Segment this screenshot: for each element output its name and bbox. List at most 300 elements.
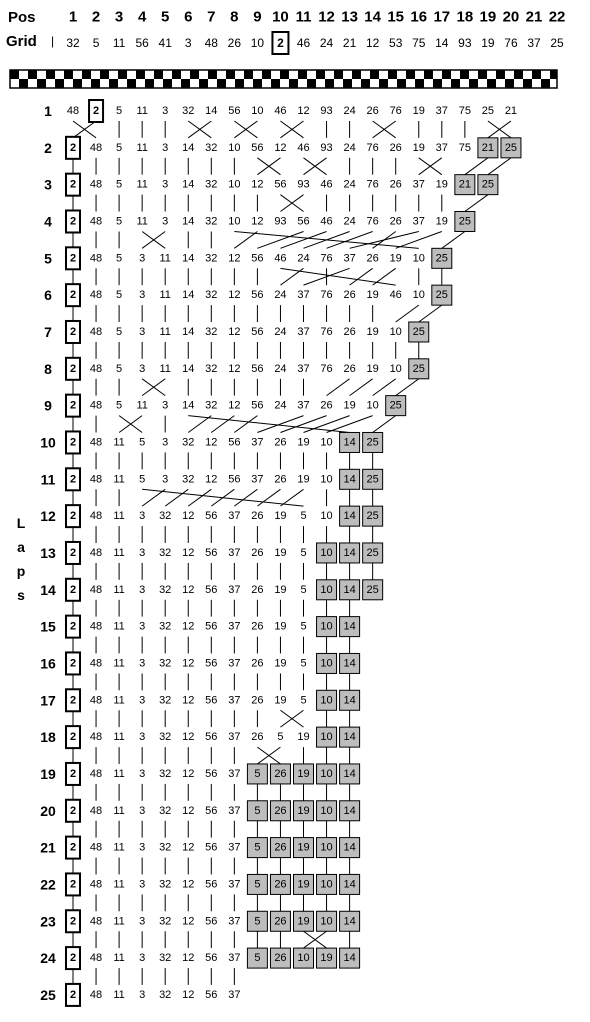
car-number: 10 [320,546,333,559]
car-number: 37 [228,657,241,670]
car-number: 2 [69,657,77,670]
car-number: 24 [343,178,356,191]
car-number: 2 [69,952,77,965]
flag-square [487,79,496,88]
position-line [234,231,257,248]
car-number: 11 [113,804,125,817]
car-number: 3 [139,362,146,375]
car-number: 3 [139,546,146,559]
lap-number: 6 [44,287,52,304]
car-number: 2 [69,215,77,228]
car-number: 19 [297,436,310,449]
position-line [488,158,511,175]
flag-square [28,70,37,79]
car-number: 5 [300,620,307,633]
position-number: 16 [410,8,428,26]
position-line [188,416,211,433]
car-number: 26 [251,657,264,670]
car-number: 26 [366,105,379,117]
car-number: 24 [343,105,356,117]
car-number: 24 [343,141,356,154]
car-number: 56 [205,620,218,633]
position-number: 12 [318,8,335,26]
car-number: 56 [251,252,264,265]
car-number: 37 [297,289,310,302]
car-number: 12 [297,105,310,117]
car-number: 10 [320,620,333,633]
lap-number: 18 [40,729,56,746]
car-number: 32 [159,988,172,1001]
car-number: 3 [139,694,146,707]
position-line [304,231,350,248]
flag-square [217,79,226,88]
car-number: 2 [69,436,77,449]
car-number: 37 [297,362,310,375]
car-number: 3 [139,289,146,302]
car-number: 56 [205,878,218,891]
car-number: 2 [69,841,77,854]
car-number: 14 [343,657,356,670]
flag-square [433,79,442,88]
car-number: 48 [89,767,103,780]
car-number: 48 [89,510,103,523]
position-line [234,416,257,433]
car-number: 93 [274,215,287,228]
car-number: 2 [69,583,77,596]
car-number: 21 [458,178,471,191]
car-number: 24 [274,325,287,338]
car-number: 37 [228,731,241,744]
car-number: 3 [162,141,169,154]
car-number: 5 [277,731,284,744]
car-number: 56 [205,510,218,523]
position-number: 20 [502,8,520,26]
grid-car-number: 25 [550,36,564,50]
car-number: 32 [205,362,218,375]
car-number: 26 [251,583,264,596]
car-number: 10 [228,215,241,228]
car-number: 32 [205,252,218,265]
position-number: 15 [387,8,405,26]
car-number: 19 [366,289,379,302]
car-number: 37 [435,105,448,117]
car-number: 2 [69,473,77,486]
position-line [350,231,419,248]
car-number: 5 [300,657,307,670]
car-number: 25 [366,510,379,523]
flag-square [307,79,316,88]
car-number: 48 [89,252,103,265]
lap-number: 13 [40,544,56,561]
flag-square [244,70,253,79]
flag-square [145,79,154,88]
car-number: 19 [435,178,448,191]
grid-order-row [66,32,564,54]
position-number: 13 [341,8,358,26]
position-number: 17 [433,8,451,26]
car-number: 26 [274,473,287,486]
car-number: 26 [251,620,264,633]
car-number: 11 [136,399,148,412]
grid-car-number: 41 [158,36,172,50]
car-number: 32 [159,583,172,596]
car-number: 19 [274,510,287,523]
lap-number: 8 [44,360,52,377]
car-number: 56 [205,804,218,817]
car-number: 19 [274,546,287,559]
car-number: 56 [205,694,218,707]
car-number: 48 [89,952,103,965]
lap-number: 22 [40,876,56,893]
car-number: 76 [320,325,333,338]
grid-car-number: 24 [319,36,334,50]
car-number: 11 [159,252,171,265]
flag-square [127,79,136,88]
lap-number: 20 [40,802,56,819]
car-number: 11 [159,362,171,375]
car-number: 56 [251,141,264,154]
car-number: 12 [182,546,195,559]
car-number: 14 [205,105,218,117]
position-number: 2 [91,8,101,26]
car-number: 3 [139,657,146,670]
grid-car-number: 21 [342,36,357,50]
flag-square [379,79,388,88]
car-number: 24 [297,252,310,265]
car-number: 25 [435,289,448,302]
car-number: 2 [69,141,77,154]
position-line [327,416,373,433]
car-number: 25 [435,252,448,265]
car-number: 12 [182,767,195,780]
car-number: 12 [228,325,241,338]
car-number: 32 [159,841,172,854]
car-number: 11 [136,178,148,191]
car-number: 5 [254,841,261,854]
position-number: 5 [161,8,170,26]
lap-number: 16 [40,655,56,672]
car-number: 37 [228,878,241,891]
car-number: 32 [205,141,218,154]
car-number: 93 [297,178,310,191]
lap-number: 9 [44,397,52,414]
position-line [142,489,165,506]
car-number: 48 [89,436,103,449]
car-number: 26 [274,878,287,891]
lap-number: 3 [44,176,52,193]
grid-car-number: 19 [481,36,495,50]
car-number: 2 [69,289,77,302]
car-number: 12 [251,178,264,191]
car-number: 48 [89,289,103,302]
grid-car-number: 93 [458,36,472,50]
car-number: 26 [274,804,287,817]
car-number: 3 [162,399,169,412]
position-line [211,489,234,506]
laps-letter: L [16,515,26,531]
car-number: 10 [320,583,333,596]
car-number: 11 [113,436,125,449]
lap-number-column [40,103,56,1003]
car-number: 37 [412,215,425,228]
car-number: 75 [458,141,471,154]
car-number: 37 [228,546,241,559]
car-number: 10 [320,731,333,744]
car-number: 56 [205,546,218,559]
flag-square [298,70,307,79]
position-line [373,379,396,396]
car-number: 10 [297,952,310,965]
car-number: 48 [89,657,103,670]
position-line [465,158,488,175]
car-number: 10 [320,657,333,670]
car-number: 26 [274,915,287,928]
lap-number: 21 [40,839,56,856]
car-number: 26 [274,841,287,854]
car-number: 14 [182,252,195,265]
car-number: 10 [412,289,425,302]
car-number: 19 [412,105,425,117]
car-number: 56 [251,289,264,302]
lap-number: 24 [40,950,56,967]
car-number: 12 [228,289,241,302]
position-line [188,489,211,506]
car-number: 37 [228,915,241,928]
car-number: 5 [300,546,307,559]
car-number: 12 [228,399,241,412]
car-number: 14 [343,436,356,449]
car-number: 5 [116,362,123,375]
car-number: 12 [182,731,195,744]
car-number: 11 [113,915,125,928]
lap-number: 11 [40,471,56,488]
car-number: 32 [205,215,218,228]
car-number: 5 [116,289,123,302]
car-number: 2 [69,399,77,412]
flag-square [316,70,325,79]
position-line [465,195,488,212]
car-number: 48 [89,915,103,928]
car-number: 14 [343,841,356,854]
car-number: 14 [182,362,195,375]
car-number: 56 [251,362,264,375]
car-number: 3 [162,105,169,117]
car-number: 37 [297,399,310,412]
position-line [280,231,326,248]
car-number: 5 [254,915,261,928]
car-number: 10 [320,473,333,486]
car-number: 56 [205,988,218,1001]
car-number: 25 [389,399,402,412]
flag-square [397,79,406,88]
position-line [442,231,465,248]
car-number: 46 [320,215,333,228]
flag-square [73,79,82,88]
grid-car-number: 76 [504,36,518,50]
car-number: 5 [300,583,307,596]
car-number: 12 [182,657,195,670]
car-number: 10 [251,105,264,117]
car-number: 12 [182,841,195,854]
car-number: 32 [159,915,172,928]
car-number: 48 [89,399,103,412]
flag-square [55,79,64,88]
car-number: 37 [228,767,241,780]
car-number: 2 [69,804,77,817]
car-number: 10 [389,325,402,338]
car-number: 76 [320,252,333,265]
car-number: 14 [343,952,356,965]
car-number: 11 [159,325,171,338]
car-number: 56 [205,915,218,928]
car-number: 37 [228,583,241,596]
car-number: 2 [69,620,77,633]
car-number: 56 [297,215,310,228]
position-line [396,231,442,248]
position-line [327,231,373,248]
car-number: 14 [343,878,356,891]
position-number: 11 [295,8,312,26]
grid-header-label: Grid [6,33,37,50]
car-number: 2 [69,878,77,891]
car-number: 56 [205,583,218,596]
car-number: 5 [139,473,146,486]
car-number: 2 [69,767,77,780]
flag-square [154,70,163,79]
position-number: 22 [548,8,566,26]
flag-square [505,79,514,88]
car-number: 10 [320,510,333,523]
car-number: 10 [228,141,241,154]
checkered-flag-band [10,70,557,88]
lap-number: 12 [40,508,56,525]
flag-square [541,79,550,88]
flag-square [469,79,478,88]
car-number: 26 [320,399,333,412]
lap-number: 7 [44,323,52,340]
grid-car-number: 2 [277,36,284,50]
grid-car-number: 14 [435,36,449,50]
car-number: 37 [251,473,264,486]
car-number: 26 [389,178,402,191]
car-number: 14 [343,767,356,780]
car-number: 19 [297,767,310,780]
car-number: 19 [297,804,310,817]
car-number: 26 [274,952,287,965]
car-number: 19 [320,952,333,965]
car-number: 48 [89,546,103,559]
car-number: 25 [366,436,379,449]
car-number: 26 [389,215,402,228]
car-number: 48 [89,731,103,744]
car-number: 32 [182,436,195,449]
flag-square [478,70,487,79]
car-number: 3 [162,473,169,486]
flag-square [442,70,451,79]
car-number: 48 [89,878,103,891]
flag-square [199,79,208,88]
car-number: 2 [69,731,77,744]
car-number: 12 [182,804,195,817]
car-number: 14 [182,399,195,412]
car-number: 19 [343,399,356,412]
flag-square [253,79,262,88]
car-number: 26 [274,436,287,449]
flag-square [532,70,541,79]
car-number: 5 [116,252,123,265]
flag-square [91,79,100,88]
car-number: 26 [343,289,356,302]
car-number: 24 [274,289,287,302]
position-line [280,489,303,506]
car-number: 19 [366,362,379,375]
car-number: 11 [159,289,171,302]
car-number: 14 [343,620,356,633]
flag-square [226,70,235,79]
car-number: 10 [228,178,241,191]
car-number: 11 [113,988,125,1001]
car-number: 37 [228,694,241,707]
car-number: 10 [320,915,333,928]
car-number: 48 [89,620,103,633]
lap-number: 23 [40,913,56,930]
car-number: 32 [205,289,218,302]
flag-square [262,70,271,79]
car-number: 12 [182,510,195,523]
car-number: 75 [458,105,471,117]
car-number: 2 [69,362,77,375]
car-number: 14 [343,731,356,744]
car-number: 19 [297,915,310,928]
flag-square [136,70,145,79]
car-number: 48 [66,105,80,117]
flag-square [325,79,334,88]
position-number-row [69,9,566,26]
car-number: 12 [182,583,195,596]
car-number: 19 [366,325,379,338]
flag-square [118,70,127,79]
grid-car-number: 10 [250,36,265,50]
car-number: 76 [366,178,379,191]
car-number: 5 [116,325,123,338]
car-number: 56 [228,473,241,486]
car-number: 37 [343,252,356,265]
flag-square [406,70,415,79]
car-number: 3 [139,325,146,338]
car-number: 32 [159,546,172,559]
car-number: 25 [412,362,425,375]
car-number: 19 [297,841,310,854]
car-number: 5 [116,141,123,154]
position-line [280,268,303,285]
position-line [396,379,419,396]
position-number: 8 [230,8,239,26]
car-number: 25 [366,546,379,559]
flag-square [415,79,424,88]
grid-marker: | [51,34,55,48]
car-number: 14 [182,289,195,302]
car-number: 5 [254,952,261,965]
position-line [350,379,373,396]
car-number: 48 [89,804,103,817]
car-number: 11 [113,767,125,780]
car-number: 32 [182,105,195,117]
car-number: 5 [116,178,123,191]
car-number: 10 [320,878,333,891]
car-number: 37 [251,436,264,449]
car-number: 5 [139,436,146,449]
car-number: 32 [159,620,172,633]
